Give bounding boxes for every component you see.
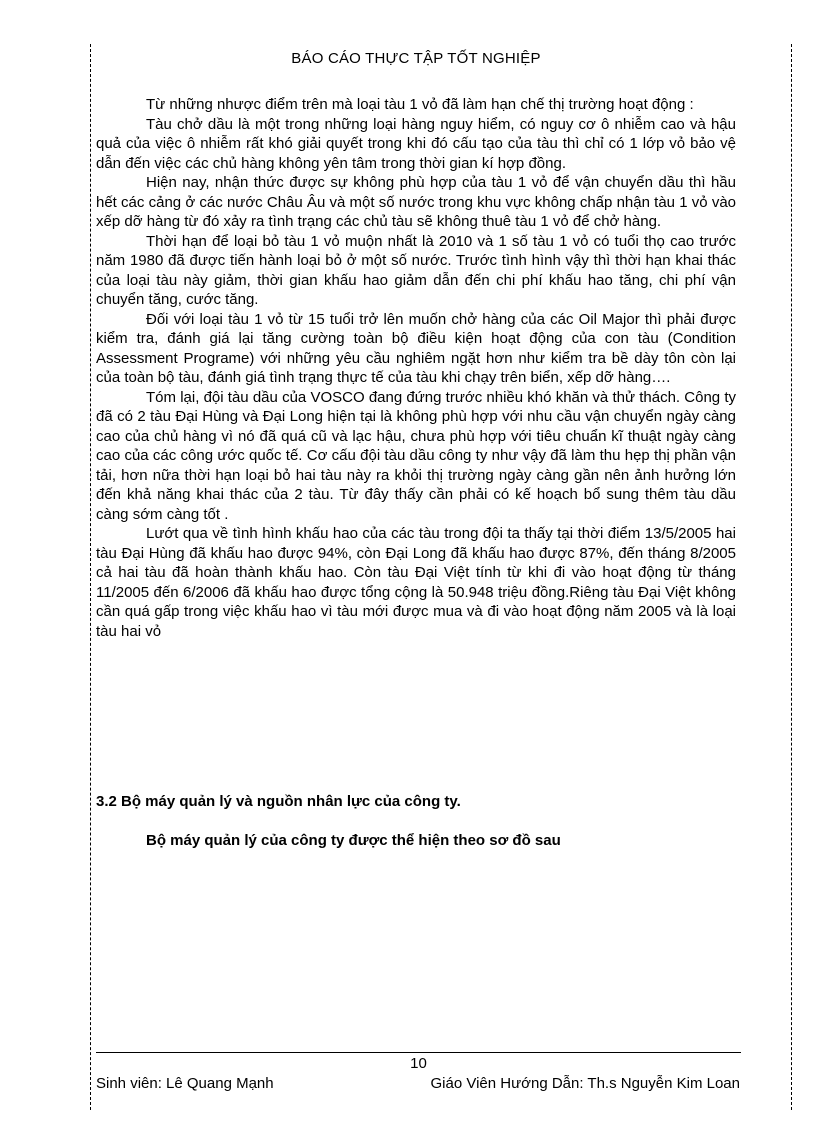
- footer-divider: [96, 1052, 741, 1053]
- paragraph: Đối với loại tàu 1 vỏ từ 15 tuổi trở lên muốn chở hàng của các Oil Major thì phải được kiểm tra, đánh giá lại tăng cường toàn bộ điều kiện hoạt động của con tàu (Condition Assessment Programe) với những yêu cầu nghiêm ngặt hơn như kiểm tra bề dày tôn còn lại của toàn bộ tàu, đánh giá tình trạng thực tế của tàu khi chạy trên biển, xếp dỡ hàng….: [96, 310, 736, 386]
- paragraph: Tóm lại, đội tàu dầu của VOSCO đang đứng trước nhiều khó khăn và thử thách. Công ty đã có 2 tàu Đại Hùng và Đại Long hiện tại là không phù hợp với nhu cầu vận chuyển ngày càng cao của chủ hàng vì nó đã quá cũ và lạc hậu, chưa phù hợp với tiêu chuẩn kĩ thuật ngày càng cao của các công ước quốc tế. Cơ cấu đội tàu dầu công ty như vậy đã làm thu hẹp thị phần vận tải, hơn nữa thời hạn loại bỏ hai tàu này ra khỏi thị trường ngày càng gần nên ảnh hưởng lớn đến khả năng khai thác của 2 tàu. Từ đây thấy cần phải có kế hoạch bổ sung thêm tàu dầu càng sớm càng tốt .: [96, 388, 736, 523]
- paragraph: Tàu chở dầu là một trong những loại hàng nguy hiểm, có nguy cơ ô nhiễm cao và hậu quả của việc ô nhiễm rất khó giải quyết trong khi đó cấu tạo của tàu thì chỉ có 1 lớp vỏ bảo vệ dẫn đến việc các chủ hàng không yên tâm trong thời gian kí hợp đồng.: [96, 115, 736, 172]
- footer-advisor: Giáo Viên Hướng Dẫn: Th.s Nguyễn Kim Loan: [430, 1075, 740, 1092]
- left-dashed-border: [90, 44, 91, 1110]
- paragraph: Thời hạn để loại bỏ tàu 1 vỏ muộn nhất là 2010 và 1 số tàu 1 vỏ có tuổi thọ cao trước năm 1980 đã được tiến hành loại bỏ ở một số nước. Trước tình hình vậy thì thời hạn khai thác của loại tàu này giảm, thời gian khấu hao giảm dẫn đến chi phí khấu hao tăng, chi phí vận chuyển tăng, cước tăng.: [96, 232, 736, 308]
- right-dashed-border: [791, 44, 792, 1110]
- paragraph: Lướt qua về tình hình khấu hao của các tàu trong đội ta thấy tại thời điểm 13/5/2005 hai tàu Đại Hùng đã khấu hao được 94%, còn Đại Long đã khấu hao được 87%, đến tháng 8/2005 cả hai tàu đã hoàn thành khấu hao. Còn tàu Đại Việt tính từ khi đi vào hoạt động từ tháng 11/2005 đến 6/2006 đã khấu hao được tổng cộng là 50.948 triệu đồng.Riêng tàu Đại Việt không cần quá gấp trong việc khấu hao vì tàu mới được mua và đi vào hoạt động năm 2005 và là loại tàu hai vỏ: [96, 525, 736, 640]
- section-subheading: Bộ máy quản lý của công ty được thể hiện theo sơ đồ sau: [146, 832, 561, 849]
- body-text: [96, 95, 736, 641]
- section-heading: 3.2 Bộ máy quản lý và nguồn nhân lực của công ty.: [96, 793, 461, 810]
- footer-student: Sinh viên: Lê Quang Mạnh: [96, 1075, 274, 1092]
- paragraph: Từ những nhược điểm trên mà loại tàu 1 vỏ đã làm hạn chế thị trường hoạt động :: [146, 96, 694, 113]
- page-number: 10: [410, 1055, 427, 1072]
- paragraph: Hiện nay, nhận thức được sự không phù hợp của tàu 1 vỏ để vận chuyển dầu thì hầu hết các cảng ở các nước Châu Âu và một số nước trong khu vực không chấp nhận tàu 1 vỏ vào xếp dỡ hàng từ đó xảy ra tình trạng các chủ tàu sẽ không thuê tàu 1 vỏ để chở hàng.: [96, 174, 736, 230]
- page-header: BÁO CÁO THỰC TẬP TỐT NGHIỆP: [291, 50, 541, 67]
